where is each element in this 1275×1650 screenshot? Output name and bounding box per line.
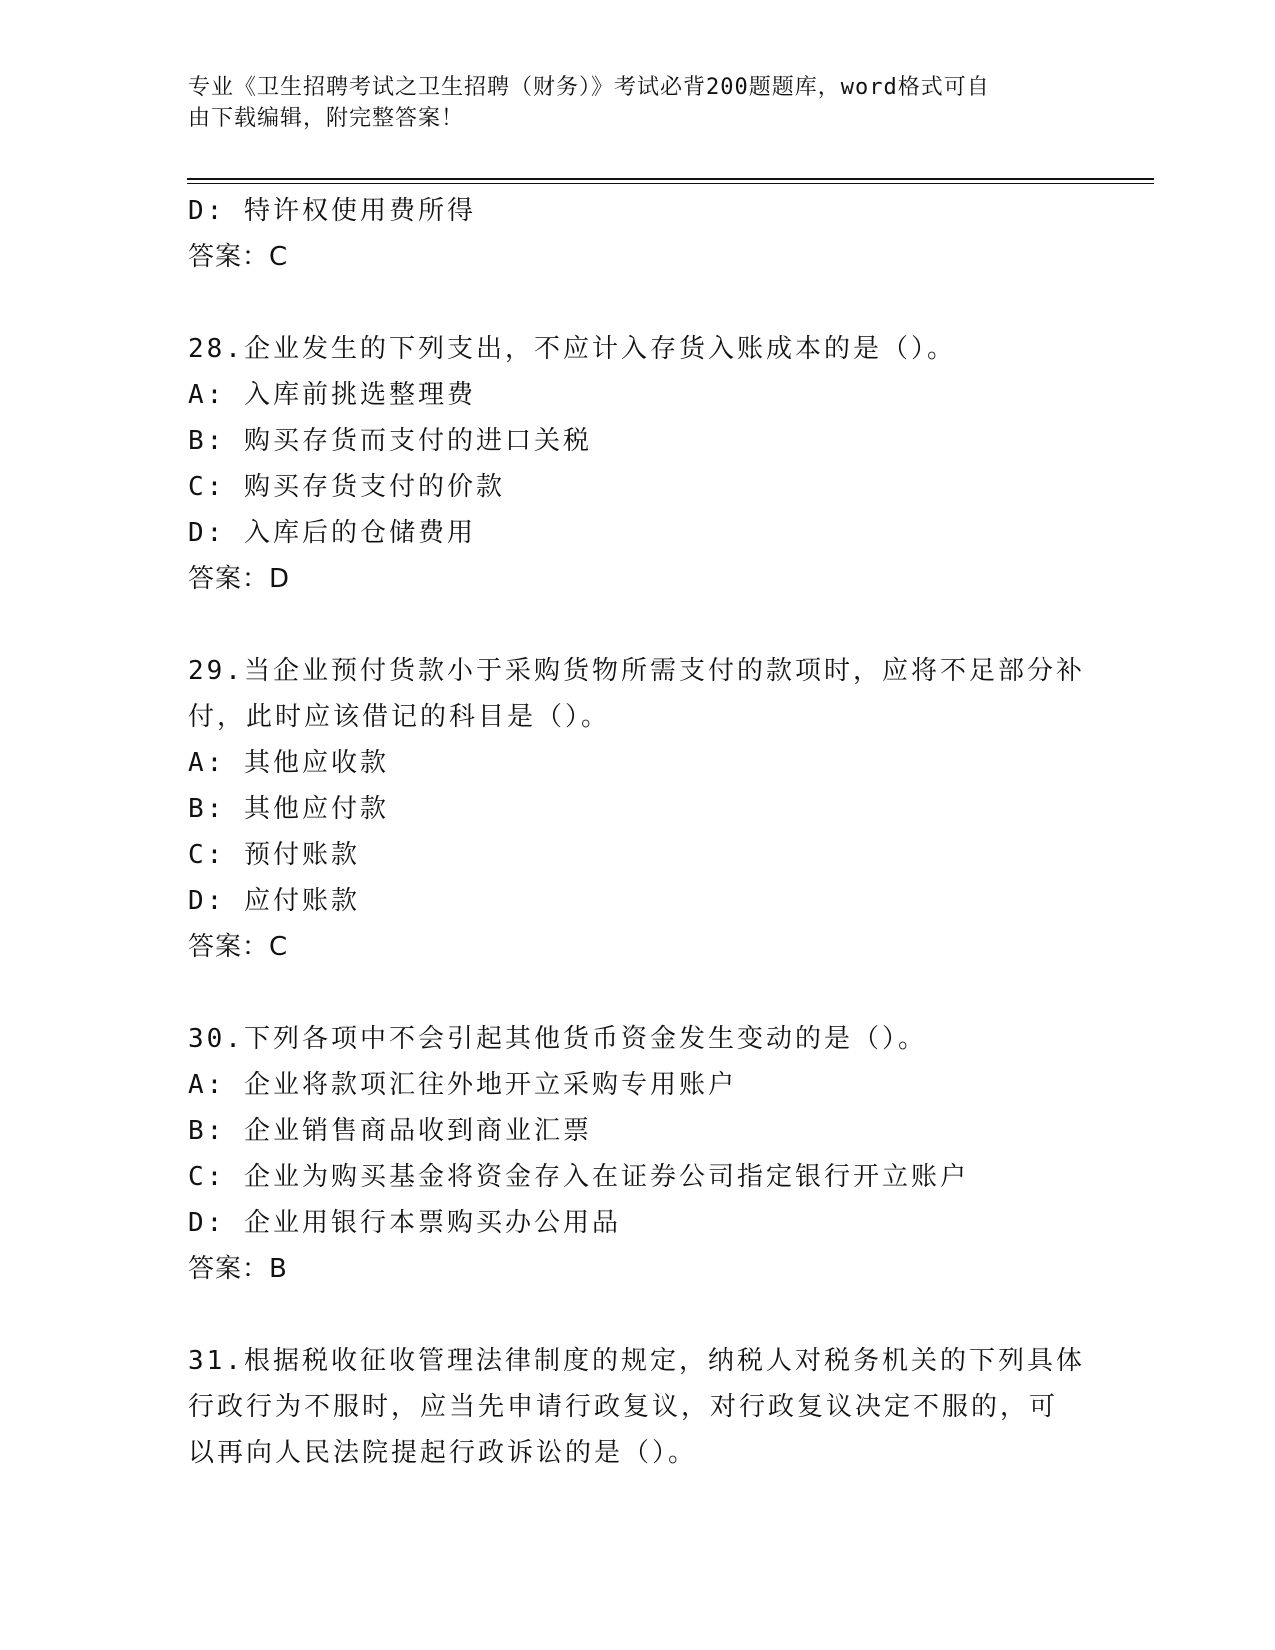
spacer — [188, 602, 1088, 648]
header-title-line-1: 专业《卫生招聘考试之卫生招聘（财务）》考试必背200题题库，word格式可自 — [188, 75, 990, 100]
option-a: A: 入库前挑选整理费 — [188, 380, 476, 410]
option-d: D: 特许权使用费所得 — [188, 196, 476, 226]
question-text-line-1: 31.根据税收征收管理法律制度的规定，纳税人对税务机关的下列具体 — [188, 1346, 1085, 1376]
option-a: A: 企业将款项汇往外地开立采购专用账户 — [188, 1070, 737, 1100]
spacer — [188, 970, 1088, 1016]
option-c: C: 企业为购买基金将资金存入在证券公司指定银行开立账户 — [188, 1162, 969, 1192]
question-28 — [188, 326, 1088, 602]
spacer — [188, 1292, 1088, 1338]
option-b: B: 企业销售商品收到商业汇票 — [188, 1116, 592, 1146]
question-text-line-3: 以再向人民法院提起行政诉讼的是（）。 — [188, 1438, 698, 1468]
answer-line: 答案：D — [188, 564, 291, 594]
header-divider-thick — [187, 178, 1154, 180]
question-text: 30.下列各项中不会引起其他货币资金发生变动的是（）。 — [188, 1024, 927, 1054]
option-c: C: 购买存货支付的价款 — [188, 472, 505, 502]
previous-question-tail — [188, 188, 1088, 280]
option-c: C: 预付账款 — [188, 840, 360, 870]
option-a: A: 其他应收款 — [188, 748, 389, 778]
question-31 — [188, 1338, 1088, 1476]
question-text-line-1: 29.当企业预付货款小于采购货物所需支付的款项时，应将不足部分补 — [188, 656, 1085, 686]
answer-line: 答案：C — [188, 242, 289, 272]
question-text-line-2: 付，此时应该借记的科目是（）。 — [188, 702, 611, 732]
question-text: 28.企业发生的下列支出，不应计入存货入账成本的是（）。 — [188, 334, 956, 364]
question-list — [188, 188, 1088, 1476]
option-d: D: 入库后的仓储费用 — [188, 518, 476, 548]
spacer — [188, 280, 1088, 326]
question-30 — [188, 1016, 1088, 1292]
option-d: D: 应付账款 — [188, 886, 360, 916]
question-29 — [188, 648, 1088, 970]
answer-line: 答案：B — [188, 1254, 288, 1284]
header-divider-thin — [187, 183, 1154, 184]
option-b: B: 其他应付款 — [188, 794, 389, 824]
answer-line: 答案：C — [188, 932, 289, 962]
option-b: B: 购买存货而支付的进口关税 — [188, 426, 592, 456]
header-title-line-2: 由下载编辑，附完整答案！ — [188, 106, 465, 131]
document-header — [188, 72, 1068, 134]
question-text-line-2: 行政行为不服时，应当先申请行政复议，对行政复议决定不服的，可 — [188, 1392, 1059, 1422]
option-d: D: 企业用银行本票购买办公用品 — [188, 1208, 621, 1238]
